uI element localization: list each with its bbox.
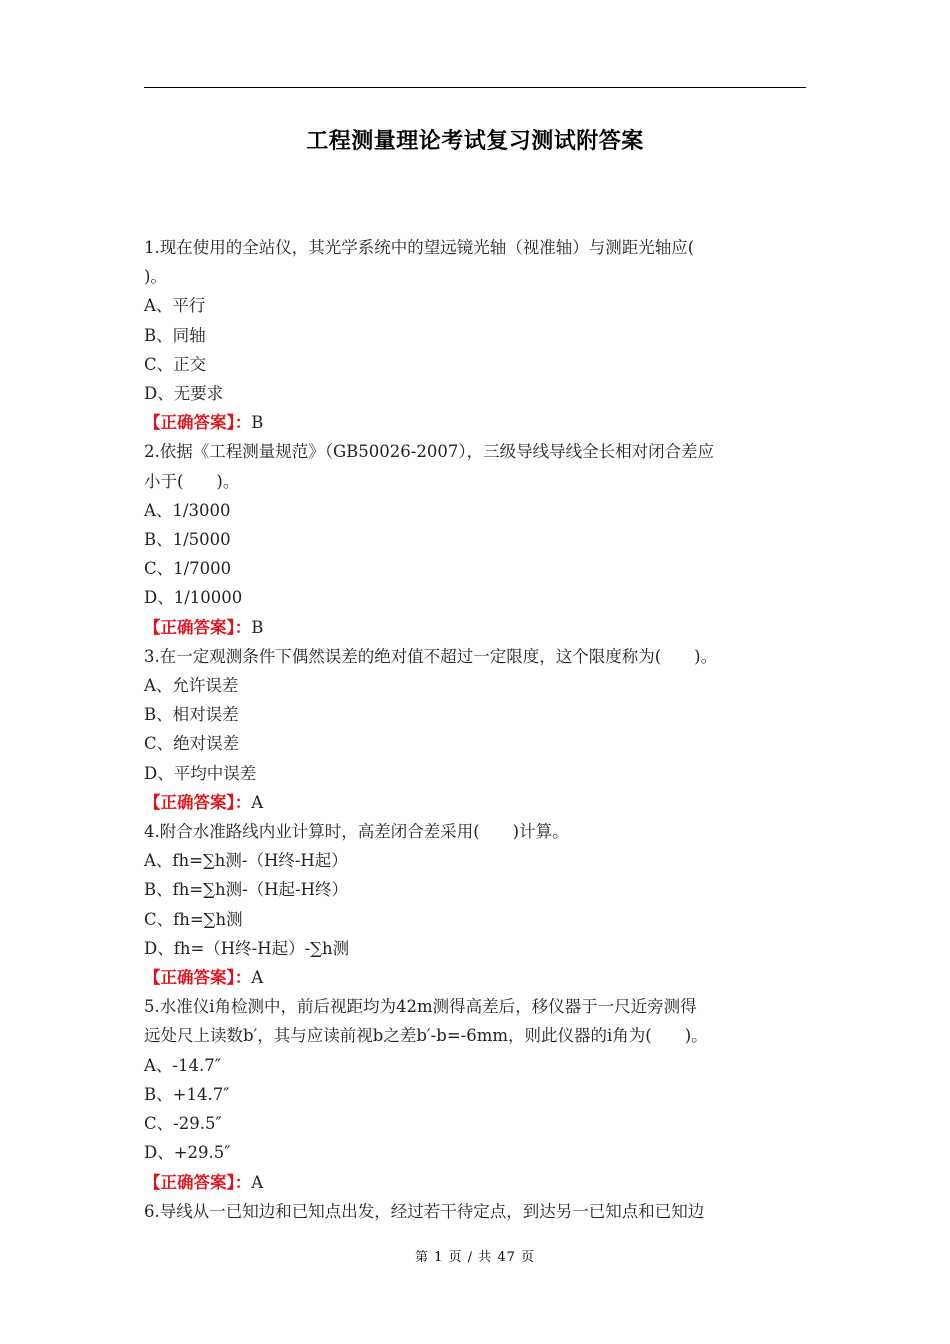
answer-line [144,1168,806,1197]
question-option: A、允许误差 [144,676,239,696]
question-option: C、-29.5″ [144,1114,222,1134]
answer-line [144,408,806,437]
question-stem: )。 [144,267,167,287]
question-stem: 2.依据《工程测量规范》（GB50026-2007），三级导线导线全长相对闭合差应 [144,442,715,462]
answer-value: A [251,968,264,988]
question-option: A、fh=∑h测-（H终-H起） [144,851,348,871]
question-option: D、平均中误差 [144,763,257,783]
answer-label: 【正确答案】： [144,792,252,812]
question-option: B、1/5000 [144,530,231,550]
answer-label: 【正确答案】： [144,1172,252,1192]
question-stem: 6.导线从一已知边和已知点出发，经过若干待定点，到达另一已知点和已知边 [144,1201,705,1221]
question-option: B、相对误差 [144,705,239,725]
question-stem: 3.在一定观测条件下偶然误差的绝对值不超过一定限度，这个限度称为( )。 [144,646,718,666]
page-title: 工程测量理论考试复习测试附答案 [306,128,644,154]
question-stem: 远处尺上读数b′，其与应读前视b之差b′-b=-6mm，则此仪器的i角为( )。 [144,1026,708,1046]
answer-value: B [251,413,264,433]
question-option: B、同轴 [144,325,206,345]
answer-line [144,788,806,817]
answer-line [144,963,806,992]
question-option: C、绝对误差 [144,734,240,754]
question-stem: 4.附合水准路线内业计算时，高差闭合差采用( )计算。 [144,822,569,842]
header-rule [144,87,806,88]
question-option: B、fh=∑h测-（H起-H终） [144,880,349,900]
answer-value: B [251,617,264,637]
question-list [144,233,806,1226]
question-option: A、-14.7″ [144,1055,221,1075]
answer-value: A [251,792,264,812]
answer-value: A [251,1172,264,1192]
question-stem: 5.水准仪i角检测中，前后视距均为42m测得高差后，移仪器于一尺近旁测得 [144,997,697,1017]
question-option: C、fh=∑h测 [144,909,243,929]
question-option: A、平行 [144,296,206,316]
question-option: D、fh=（H终-H起）-∑h测 [144,938,350,958]
question-stem: 小于( )。 [144,471,240,491]
question-option: C、1/7000 [144,559,232,579]
question-stem: 1.现在使用的全站仪，其光学系统中的望远镜光轴（视准轴）与测距光轴应( [144,238,695,257]
answer-label: 【正确答案】： [144,968,252,988]
page-footer: 第 1 页 / 共 47 页 [415,1250,535,1265]
question-option: D、无要求 [144,384,224,404]
answer-label: 【正确答案】： [144,413,252,433]
question-option: C、正交 [144,354,207,374]
question-option: A、1/3000 [144,500,231,520]
answer-line [144,613,806,642]
question-option: D、1/10000 [144,588,243,608]
question-option: D、+29.5″ [144,1143,231,1163]
answer-label: 【正确答案】： [144,617,252,637]
question-option: B、+14.7″ [144,1084,230,1104]
